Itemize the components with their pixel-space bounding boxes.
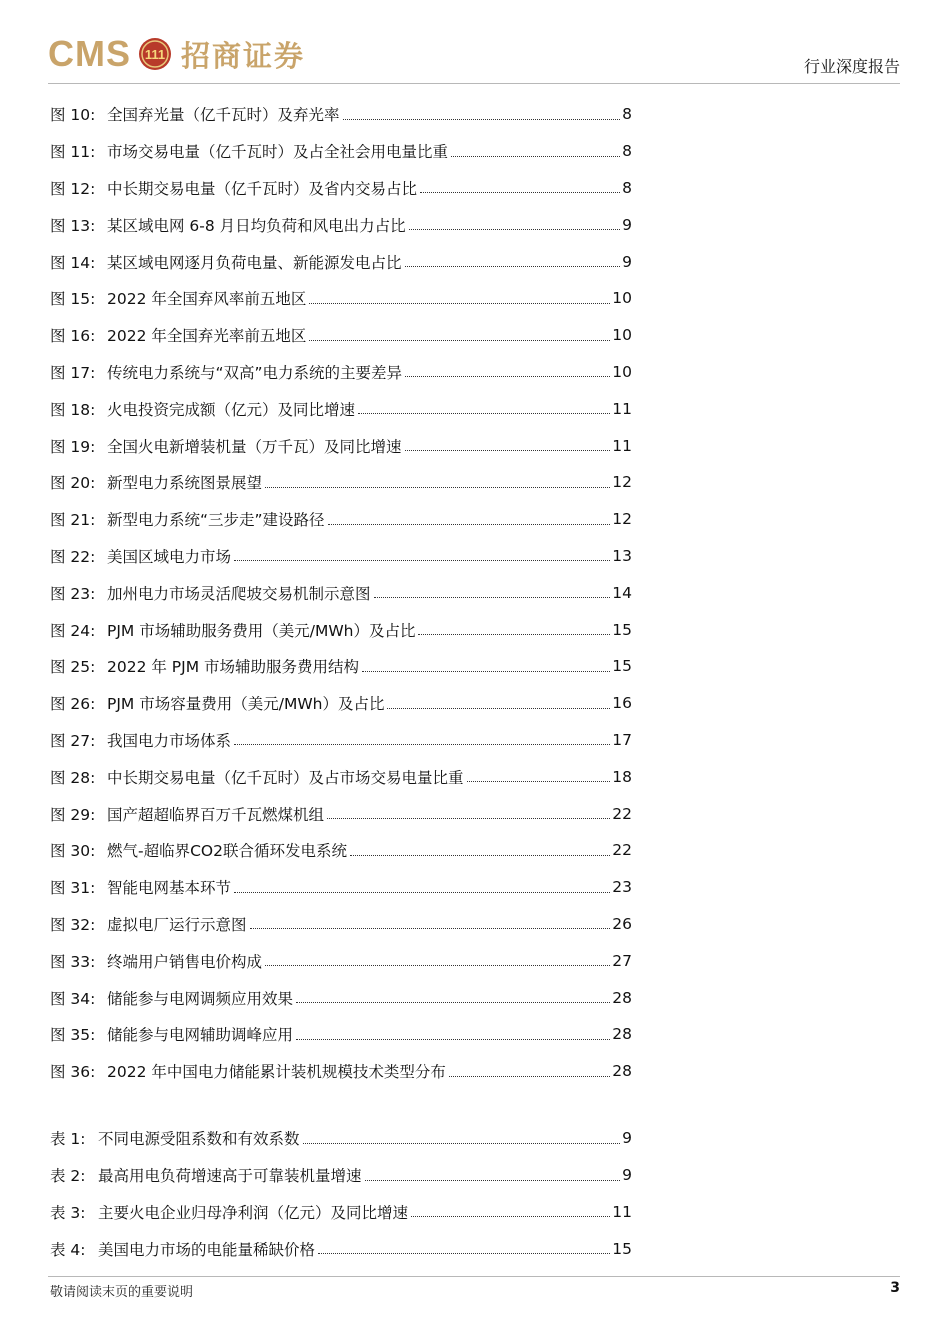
figure-entry-page: 8 [622, 142, 632, 161]
table-entry[interactable] [50, 1157, 632, 1194]
figure-entry[interactable] [50, 648, 632, 685]
figure-entry-title: 中长期交易电量（亿千瓦时）及省内交易占比 [107, 179, 418, 198]
figure-entry[interactable] [50, 574, 632, 611]
figure-entry[interactable] [50, 722, 632, 759]
figure-entry[interactable] [50, 832, 632, 869]
figure-entry[interactable] [50, 611, 632, 648]
figure-entry-page: 8 [622, 178, 632, 197]
figure-entry-page: 9 [622, 215, 632, 234]
cms-badge-icon [137, 36, 173, 72]
figure-entry-label [50, 545, 231, 567]
figure-entry-title: 传统电力系统与“双高”电力系统的主要差异 [107, 363, 403, 382]
figure-entry-title: 国产超超临界百万千瓦燃煤机组 [107, 805, 325, 824]
figure-entry-number: 图 22: [50, 547, 96, 566]
table-entry-label [50, 1238, 315, 1260]
figure-entry-number: 图 12: [50, 179, 96, 198]
figure-entry-label [50, 324, 306, 346]
figure-entry-number: 图 18: [50, 400, 96, 419]
figure-entry-number: 图 26: [50, 695, 96, 714]
figure-entry-label [50, 655, 359, 677]
figure-entry-number: 图 29: [50, 805, 96, 824]
figure-entry[interactable] [50, 1016, 632, 1053]
figure-entry-title: 2022 年全国弃光率前五地区 [107, 327, 307, 346]
figure-entry[interactable] [50, 685, 632, 722]
figure-entry-label [50, 913, 247, 935]
dot-leader [405, 450, 611, 451]
figure-entry[interactable] [50, 942, 632, 979]
figure-entry-number: 图 17: [50, 363, 96, 382]
figure-entry-label [50, 471, 262, 493]
figure-entry[interactable] [50, 758, 632, 795]
figure-entry-title: 美国区域电力市场 [107, 547, 232, 566]
figure-entry[interactable] [50, 795, 632, 832]
figure-entry[interactable] [50, 979, 632, 1016]
table-entry-title: 不同电源受阻系数和有效系数 [98, 1130, 300, 1149]
figure-entry-number: 图 21: [50, 511, 96, 530]
table-list [50, 1120, 632, 1267]
table-entry-number: 表 2: [50, 1167, 86, 1186]
page-number: 3 [890, 1280, 900, 1296]
figure-entry-label [50, 950, 262, 972]
dot-leader [420, 192, 620, 193]
table-entry-page: 9 [622, 1129, 632, 1148]
figure-entry-page: 16 [612, 694, 632, 713]
figure-entry[interactable] [50, 906, 632, 943]
figure-entry-number: 图 11: [50, 143, 96, 162]
figure-entry[interactable] [50, 464, 632, 501]
footer-note: 敬请阅读末页的重要说明 [50, 1285, 194, 1300]
figure-entry-number: 图 36: [50, 1063, 96, 1082]
figure-entry-page: 18 [612, 767, 632, 786]
figure-entry-label [50, 766, 464, 788]
dot-leader [350, 855, 610, 856]
table-entry-title: 主要火电企业归母净利润（亿元）及同比增速 [98, 1203, 409, 1222]
dot-leader [327, 818, 610, 819]
figure-entry-number: 图 15: [50, 290, 96, 309]
figure-entry-page: 22 [612, 804, 632, 823]
figure-entry-label [50, 803, 324, 825]
figure-entry-page: 12 [612, 473, 632, 492]
figure-entry-title: PJM 市场辅助服务费用（美元/MWh）及占比 [107, 621, 416, 640]
table-entry-page: 9 [622, 1166, 632, 1185]
figure-entry-title: 2022 年中国电力储能累计装机规模技术类型分布 [107, 1063, 446, 1082]
dot-leader [250, 928, 611, 929]
footer-divider [48, 1276, 900, 1277]
dot-leader [234, 892, 610, 893]
dot-leader [234, 744, 610, 745]
table-entry-number: 表 3: [50, 1203, 86, 1222]
figure-entry-title: 全国火电新增装机量（万千瓦）及同比增速 [107, 437, 402, 456]
dot-leader [265, 487, 610, 488]
figure-entry-title: 中长期交易电量（亿千瓦时）及占市场交易电量比重 [107, 768, 464, 787]
figure-entry-number: 图 30: [50, 842, 96, 861]
figure-entry-number: 图 31: [50, 879, 96, 898]
figure-entry-title: 2022 年 PJM 市场辅助服务费用结构 [107, 658, 360, 677]
figure-entry-title: 火电投资完成额（亿元）及同比增速 [107, 400, 356, 419]
table-entry-label [50, 1164, 362, 1186]
figure-entry-number: 图 14: [50, 253, 96, 272]
figure-entry-title: 某区域电网逐月负荷电量、新能源发电占比 [107, 253, 402, 272]
table-entry[interactable] [50, 1120, 632, 1157]
figure-entry[interactable] [50, 354, 632, 391]
figure-entry-page: 12 [612, 510, 632, 529]
cms-logo [48, 32, 305, 76]
figure-entry-number: 图 13: [50, 216, 96, 235]
figure-entry-label [50, 361, 402, 383]
dot-leader [358, 413, 610, 414]
figure-entry[interactable] [50, 538, 632, 575]
dot-leader [343, 119, 621, 120]
dot-leader [234, 560, 610, 561]
figure-entry[interactable] [50, 243, 632, 280]
dot-leader [451, 156, 620, 157]
figure-entry-page: 9 [622, 252, 632, 271]
figure-entry-number: 图 34: [50, 989, 96, 1008]
figure-entry-page: 10 [612, 326, 632, 345]
figure-entry-number: 图 32: [50, 915, 96, 934]
figure-entry-label [50, 398, 355, 420]
dot-leader [418, 634, 610, 635]
figure-entry-title: 新型电力系统“三步走”建设路径 [107, 511, 325, 530]
figure-entry-page: 23 [612, 878, 632, 897]
figure-entry-page: 28 [612, 988, 632, 1007]
figure-entry[interactable] [50, 869, 632, 906]
figure-entry-page: 26 [612, 914, 632, 933]
figure-entry[interactable] [50, 170, 632, 207]
figure-entry-number: 图 25: [50, 658, 96, 677]
figure-entry-title: 我国电力市场体系 [107, 731, 232, 750]
figure-entry-title: 加州电力市场灵活爬坡交易机制示意图 [107, 584, 371, 603]
dot-leader [318, 1253, 610, 1254]
figure-entry[interactable] [50, 390, 632, 427]
company-name: 招商证券 [181, 38, 306, 73]
figure-entry-page: 15 [612, 620, 632, 639]
figure-entry-label [50, 508, 325, 530]
logo-badge-text: 111 [144, 47, 166, 62]
figure-entry-title: 2022 年全国弃风率前五地区 [107, 290, 307, 309]
figure-entry[interactable] [50, 501, 632, 538]
figure-entry[interactable] [50, 280, 632, 317]
figure-entry-number: 图 24: [50, 621, 96, 640]
figure-entry-label [50, 140, 448, 162]
header-divider [48, 83, 900, 84]
figure-entry-label [50, 987, 293, 1009]
dot-leader [265, 965, 610, 966]
dot-leader [309, 340, 610, 341]
figure-entry-title: 智能电网基本环节 [107, 879, 232, 898]
figure-entry-label [50, 876, 231, 898]
figure-entry-page: 17 [612, 730, 632, 749]
dot-leader [409, 229, 620, 230]
figure-entry-number: 图 10: [50, 106, 96, 125]
figure-entry-title: 储能参与电网辅助调峰应用 [107, 1026, 294, 1045]
table-entry-page: 15 [612, 1239, 632, 1258]
figure-entry-number: 图 23: [50, 584, 96, 603]
table-entry-page: 11 [612, 1202, 632, 1221]
dot-leader [449, 1076, 610, 1077]
table-entry-label [50, 1127, 300, 1149]
figure-entry-label [50, 619, 415, 641]
table-entry[interactable] [50, 1230, 632, 1267]
dot-leader [467, 781, 611, 782]
figure-entry[interactable] [50, 1053, 632, 1090]
figure-entry-page: 11 [612, 399, 632, 418]
figure-entry[interactable] [50, 427, 632, 464]
table-entry-title: 美国电力市场的电能量稀缺价格 [98, 1240, 316, 1259]
dot-leader [328, 524, 611, 525]
figure-entry-title: 新型电力系统图景展望 [107, 474, 263, 493]
figure-entry-number: 图 20: [50, 474, 96, 493]
figure-entry-page: 10 [612, 362, 632, 381]
figure-entry-page: 22 [612, 841, 632, 860]
dot-leader [365, 1180, 621, 1181]
dot-leader [411, 1216, 610, 1217]
figure-entry[interactable] [50, 317, 632, 354]
figure-entry-label [50, 729, 231, 751]
figure-entry-number: 图 19: [50, 437, 96, 456]
figure-entry-title: 市场交易电量（亿千瓦时）及占全社会用电量比重 [107, 143, 449, 162]
dot-leader [387, 708, 610, 709]
figure-entry-title: PJM 市场容量费用（美元/MWh）及占比 [107, 695, 385, 714]
dot-leader [303, 1143, 621, 1144]
figure-entry-label [50, 103, 340, 125]
figure-entry-number: 图 27: [50, 731, 96, 750]
logo-text: CMS [48, 33, 131, 74]
figure-entry-page: 27 [612, 951, 632, 970]
page-header [48, 28, 900, 82]
dot-leader [296, 1039, 610, 1040]
figure-entry-label [50, 692, 384, 714]
figure-entry-title: 全国弃光量（亿千瓦时）及弃光率 [107, 106, 340, 125]
dot-leader [405, 376, 610, 377]
figure-entry-number: 图 16: [50, 327, 96, 346]
figure-entry-page: 10 [612, 289, 632, 308]
figure-entry-label [50, 839, 347, 861]
table-entry-title: 最高用电负荷增速高于可靠装机量增速 [98, 1167, 362, 1186]
figure-entry-page: 11 [612, 436, 632, 455]
figure-entry-label [50, 214, 406, 236]
figure-entry-label [50, 435, 402, 457]
report-type: 行业深度报告 [803, 57, 900, 76]
table-entry-label [50, 1201, 408, 1223]
dot-leader [405, 266, 621, 267]
figure-list [50, 96, 632, 1090]
figure-entry-label [50, 251, 402, 273]
figure-entry-label [50, 177, 417, 199]
figure-entry-title: 终端用户销售电价构成 [107, 952, 263, 971]
figure-entry-title: 某区域电网 6-8 月日均负荷和风电出力占比 [107, 216, 406, 235]
figure-entry-label [50, 1023, 293, 1045]
figure-entry-label [50, 287, 306, 309]
table-entry[interactable] [50, 1194, 632, 1231]
figure-entry-page: 28 [612, 1062, 632, 1081]
figure-entry[interactable] [50, 206, 632, 243]
figure-entry-label [50, 582, 371, 604]
dot-leader [296, 1002, 610, 1003]
figure-entry-title: 储能参与电网调频应用效果 [107, 989, 294, 1008]
table-entry-number: 表 4: [50, 1240, 86, 1259]
dot-leader [362, 671, 610, 672]
dot-leader [374, 597, 611, 598]
figure-entry-page: 15 [612, 657, 632, 676]
figure-entry[interactable] [50, 96, 632, 133]
figure-entry-number: 图 35: [50, 1026, 96, 1045]
figure-entry[interactable] [50, 133, 632, 170]
figure-entry-label [50, 1060, 446, 1082]
figure-entry-page: 13 [612, 546, 632, 565]
figure-entry-number: 图 28: [50, 768, 96, 787]
dot-leader [309, 303, 610, 304]
figure-entry-page: 8 [622, 105, 632, 124]
figure-entry-number: 图 33: [50, 952, 96, 971]
table-entry-number: 表 1: [50, 1130, 86, 1149]
figure-entry-title: 燃气-超临界CO2联合循环发电系统 [107, 842, 347, 861]
figure-entry-title: 虚拟电厂运行示意图 [107, 915, 247, 934]
figure-entry-page: 28 [612, 1025, 632, 1044]
figure-entry-page: 14 [612, 583, 632, 602]
